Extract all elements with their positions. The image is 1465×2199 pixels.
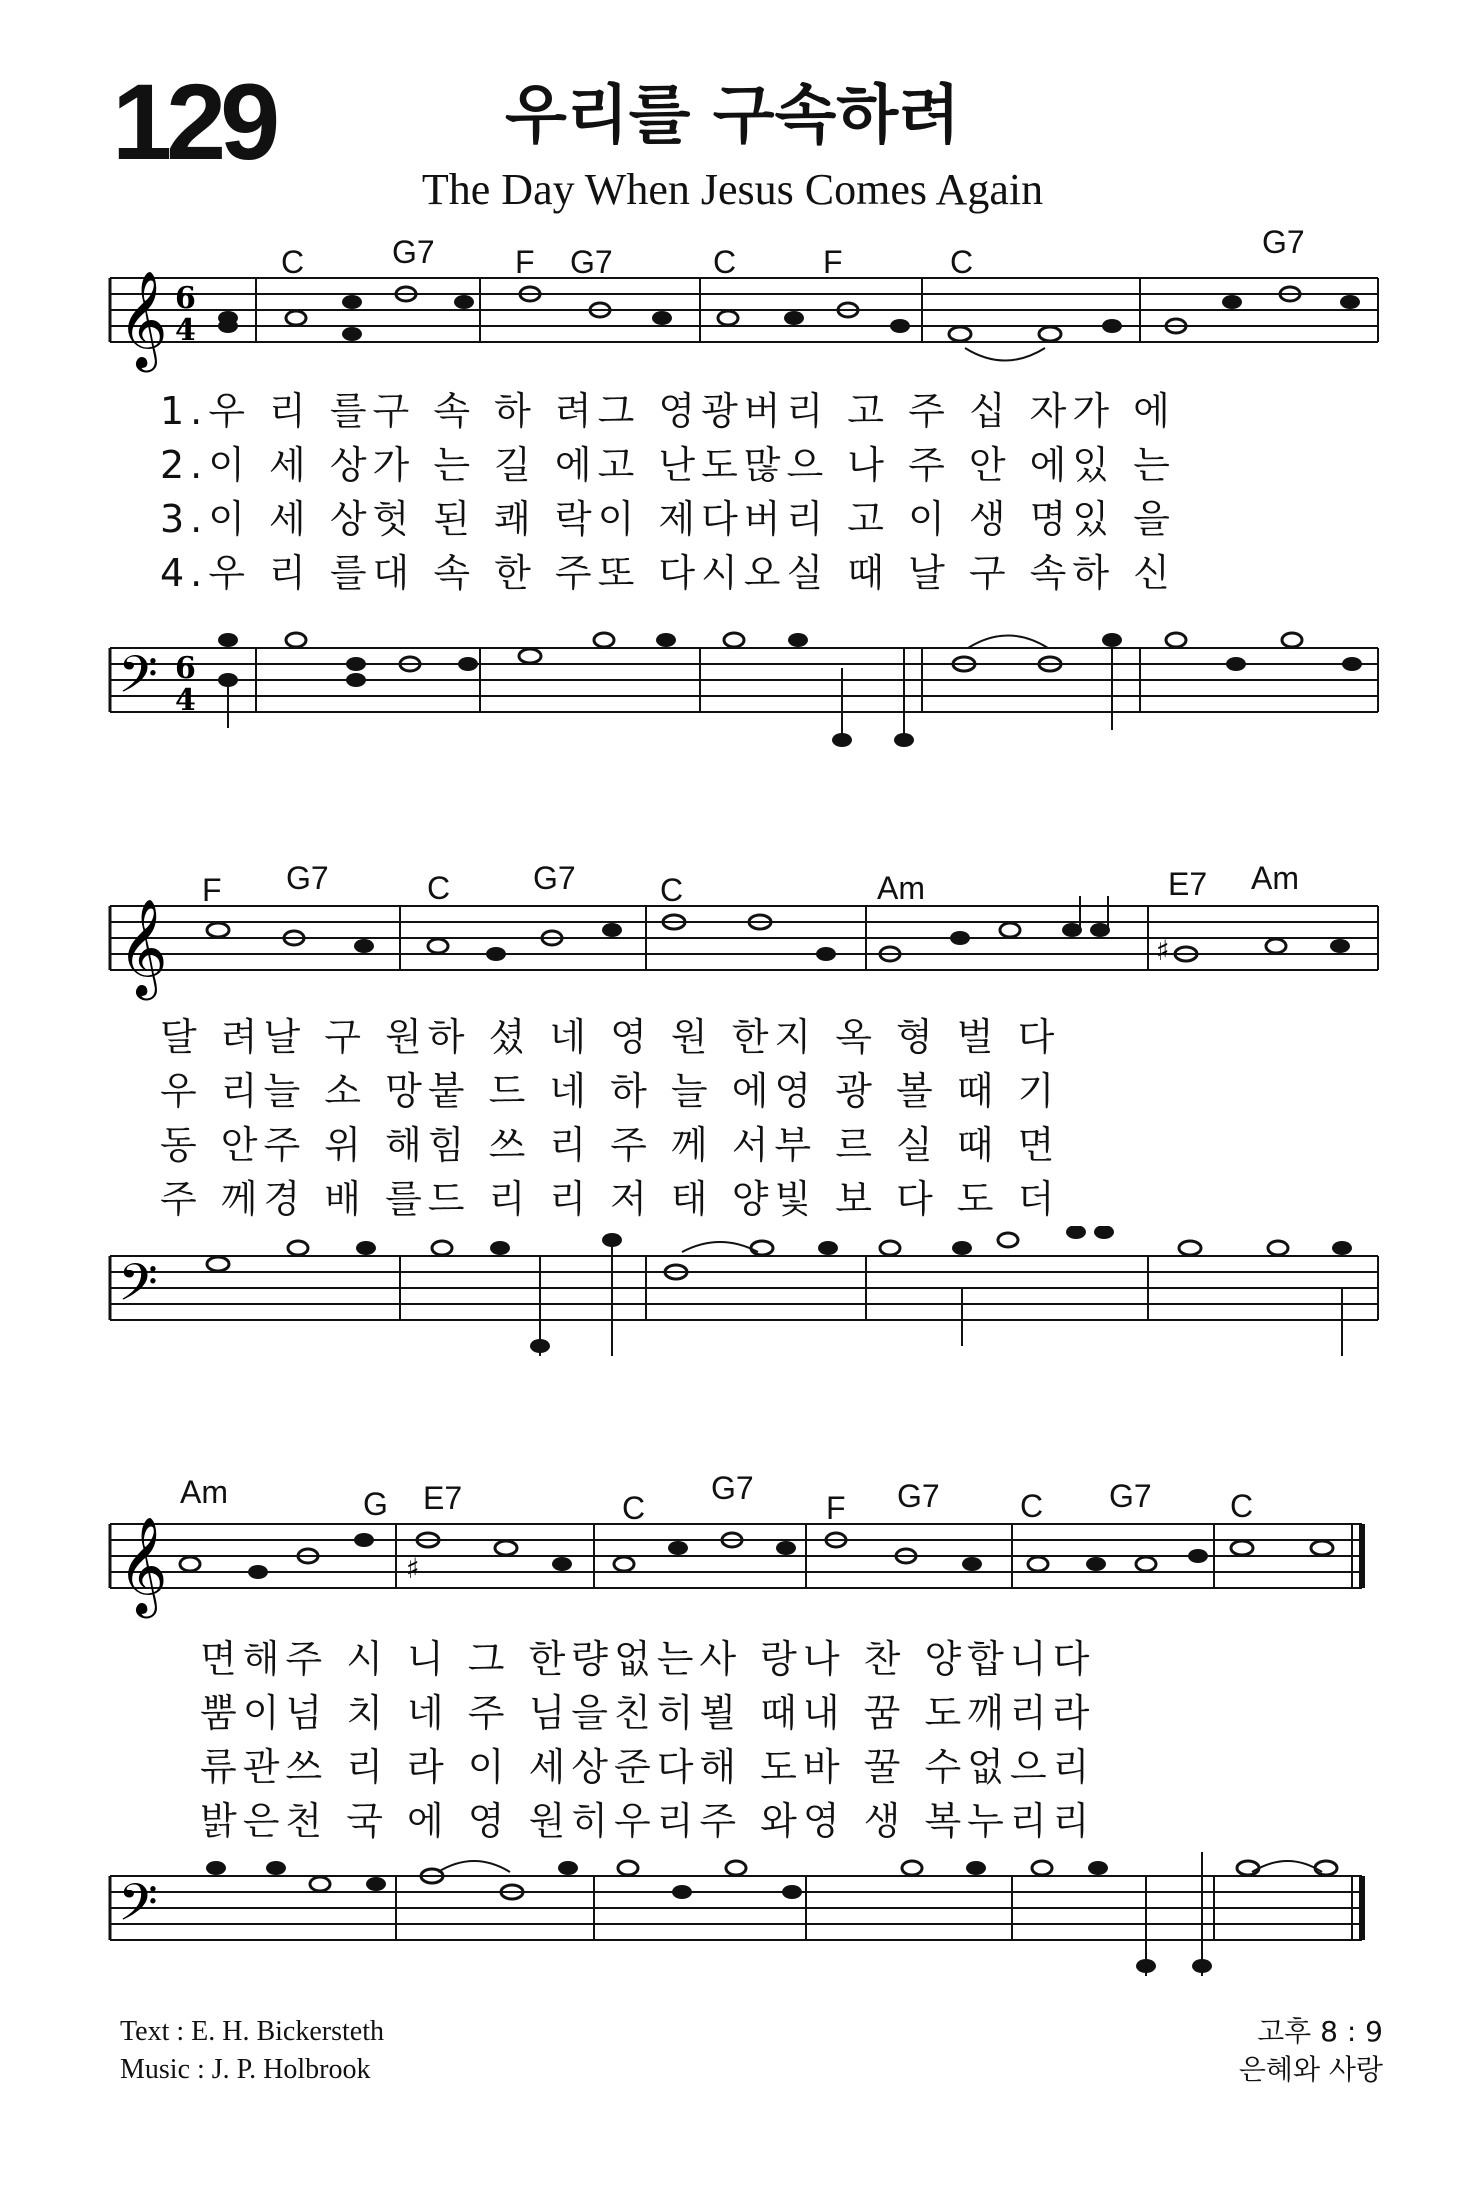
chord-symbol: E7 bbox=[1168, 866, 1208, 902]
text-credit: Text : E. H. Bickersteth bbox=[120, 2016, 384, 2047]
lyric-line-verse-4: 4.우 리 를대 속 한 주또 다시오실 때 날 구 속하 신 bbox=[160, 551, 1176, 595]
lyric-line-verse-4: 밝은천 국 에 영 원히우리주 와영 생 복누리리 bbox=[200, 1799, 1096, 1843]
chord-symbol: F bbox=[202, 872, 222, 908]
treble-clef-icon: 𝄞 bbox=[118, 1516, 168, 1614]
hymn-category: 은혜와 사랑 bbox=[1238, 2053, 1383, 2086]
chord-symbol: F bbox=[515, 244, 535, 280]
hymn-title-korean: 우리를 구속하려 bbox=[504, 79, 961, 153]
lyric-line-verse-3: 동 안주 위 해힘 쓰 리 주 께 서부 르 실 때 면 bbox=[160, 1123, 1061, 1167]
chord-symbol: Am bbox=[180, 1474, 228, 1510]
bass-clef-icon: 𝄢 bbox=[118, 1252, 158, 1325]
lyric-line-verse-3: 류관쓰 리 라 이 세상준다해 도바 꿀 수없으리 bbox=[200, 1745, 1096, 1789]
chord-symbol: G7 bbox=[286, 860, 329, 896]
chord-symbol: G7 bbox=[533, 860, 576, 896]
scripture-reference: 고후 8 : 9 bbox=[1257, 2015, 1383, 2048]
bass-clef-icon: 𝄢 bbox=[118, 644, 158, 717]
music-credit: Music : J. P. Holbrook bbox=[120, 2054, 371, 2085]
svg-text:♯: ♯ bbox=[1156, 934, 1170, 967]
lyric-line-verse-1: 면해주 시 니 그 한량없는사 랑나 찬 양합니다 bbox=[200, 1637, 1096, 1681]
chord-symbol: G7 bbox=[392, 234, 435, 270]
lyric-line-verse-2: 우 리늘 소 망붙 드 네 하 늘 에영 광 볼 때 기 bbox=[160, 1069, 1061, 1113]
chord-symbol: Am bbox=[1251, 860, 1299, 896]
chord-symbol: E7 bbox=[423, 1480, 463, 1516]
treble-clef-icon: 𝄞 bbox=[118, 898, 168, 996]
treble-staff bbox=[0, 896, 1465, 1016]
svg-text:4: 4 bbox=[175, 683, 196, 718]
hymn-number: 129 bbox=[112, 61, 275, 182]
treble-staff bbox=[0, 268, 1465, 388]
chord-symbol: C bbox=[713, 244, 737, 280]
chord-symbol: G7 bbox=[897, 1478, 940, 1514]
lyric-line-verse-1: 1.우 리 를구 속 하 려그 영광버리 고 주 십 자가 에 bbox=[160, 389, 1176, 433]
chord-symbol: G7 bbox=[570, 244, 613, 280]
chord-symbol: G bbox=[363, 1486, 388, 1522]
bass-clef-icon: 𝄢 bbox=[118, 1872, 158, 1945]
chord-symbol: G7 bbox=[711, 1470, 754, 1506]
svg-text:♯: ♯ bbox=[406, 1552, 420, 1585]
lyric-line-verse-2: 2.이 세 상가 는 길 에고 난도많으 나 주 안 에있 는 bbox=[160, 443, 1176, 487]
treble-clef-icon: 𝄞 bbox=[118, 270, 168, 368]
chord-symbol: C bbox=[950, 244, 974, 280]
svg-text:6: 6 bbox=[175, 281, 196, 316]
chord-symbol: Am bbox=[877, 870, 925, 906]
chord-symbol: C bbox=[622, 1490, 646, 1526]
chord-symbol: F bbox=[826, 1490, 846, 1526]
bass-staff bbox=[0, 1846, 1465, 1996]
chord-symbol: G7 bbox=[1262, 224, 1305, 260]
chord-symbol: F bbox=[823, 244, 843, 280]
lyric-line-verse-3: 3.이 세 상헛 된 쾌 락이 제다버리 고 이 생 명있 을 bbox=[160, 497, 1176, 541]
svg-text:6: 6 bbox=[175, 651, 196, 686]
treble-staff bbox=[0, 1514, 1465, 1634]
svg-text:4: 4 bbox=[175, 313, 196, 348]
chord-symbol: C bbox=[1230, 1488, 1254, 1524]
chord-symbol: G7 bbox=[1109, 1478, 1152, 1514]
chord-symbol: C bbox=[660, 872, 684, 908]
bass-staff bbox=[0, 1226, 1465, 1376]
lyric-line-verse-1: 달 려날 구 원하 셨 네 영 원 한지 옥 형 벌 다 bbox=[160, 1015, 1061, 1059]
bass-staff bbox=[0, 618, 1465, 768]
lyric-line-verse-2: 뿜이넘 치 네 주 님을친히뵐 때내 꿈 도깨리라 bbox=[200, 1691, 1096, 1735]
chord-symbol: C bbox=[427, 870, 451, 906]
lyric-line-verse-4: 주 께경 배 를드 리 리 저 태 양빛 보 다 도 더 bbox=[160, 1177, 1061, 1221]
chord-symbol: C bbox=[1020, 1488, 1044, 1524]
hymn-title-english: The Day When Jesus Comes Again bbox=[421, 165, 1044, 214]
chord-symbol: C bbox=[281, 244, 305, 280]
